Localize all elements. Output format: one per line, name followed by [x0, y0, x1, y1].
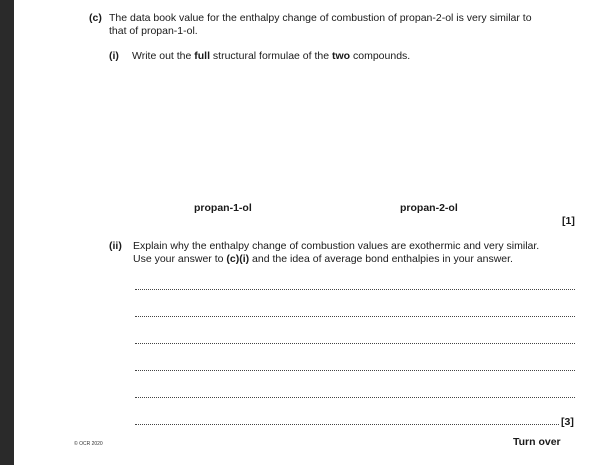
part-i-bold-full: full: [194, 50, 211, 62]
part-ii-text-line1: Explain why the enthalpy change of combustion values are exothermic and very similar.: [133, 240, 540, 252]
part-ii-bold-ref: (c)(i): [226, 253, 250, 265]
exam-page: [14, 0, 611, 465]
part-ii-text-b: and the idea of average bond enthalpies in your answer.: [249, 253, 513, 265]
question-c-label: (c): [89, 12, 102, 24]
question-c-text-line1: The data book value for the enthalpy change of combustion of propan-2-ol is very similar to: [109, 12, 532, 24]
turn-over-text: Turn over: [513, 436, 561, 448]
answer-line-3[interactable]: [135, 343, 575, 344]
compound-propan-1-ol-label: propan-1-ol: [194, 202, 252, 214]
part-i-text-c: compounds.: [350, 50, 411, 62]
part-i-text-a: Write out the: [132, 50, 195, 62]
part-ii-text-a: Use your answer to: [133, 253, 227, 265]
part-i-marks: [1]: [562, 215, 575, 227]
part-ii-marks: [3]: [561, 416, 574, 428]
part-i-text-b: structural formulae of the: [210, 50, 332, 62]
answer-line-6[interactable]: [135, 424, 559, 425]
answer-line-4[interactable]: [135, 370, 575, 371]
answer-line-5[interactable]: [135, 397, 575, 398]
answer-line-1[interactable]: [135, 289, 575, 290]
answer-line-2[interactable]: [135, 316, 575, 317]
part-i-bold-two: two: [332, 50, 351, 62]
left-frame-edge: [0, 0, 14, 465]
part-i-label: (i): [109, 50, 119, 62]
question-c-text-line2: that of propan-1-ol.: [109, 25, 198, 37]
compound-propan-2-ol-label: propan-2-ol: [400, 202, 458, 214]
part-ii-label: (ii): [109, 240, 122, 252]
part-i-instruction: [132, 50, 410, 63]
copyright-text: © OCR 2020: [74, 441, 103, 447]
part-ii-text-line2: [133, 253, 513, 266]
